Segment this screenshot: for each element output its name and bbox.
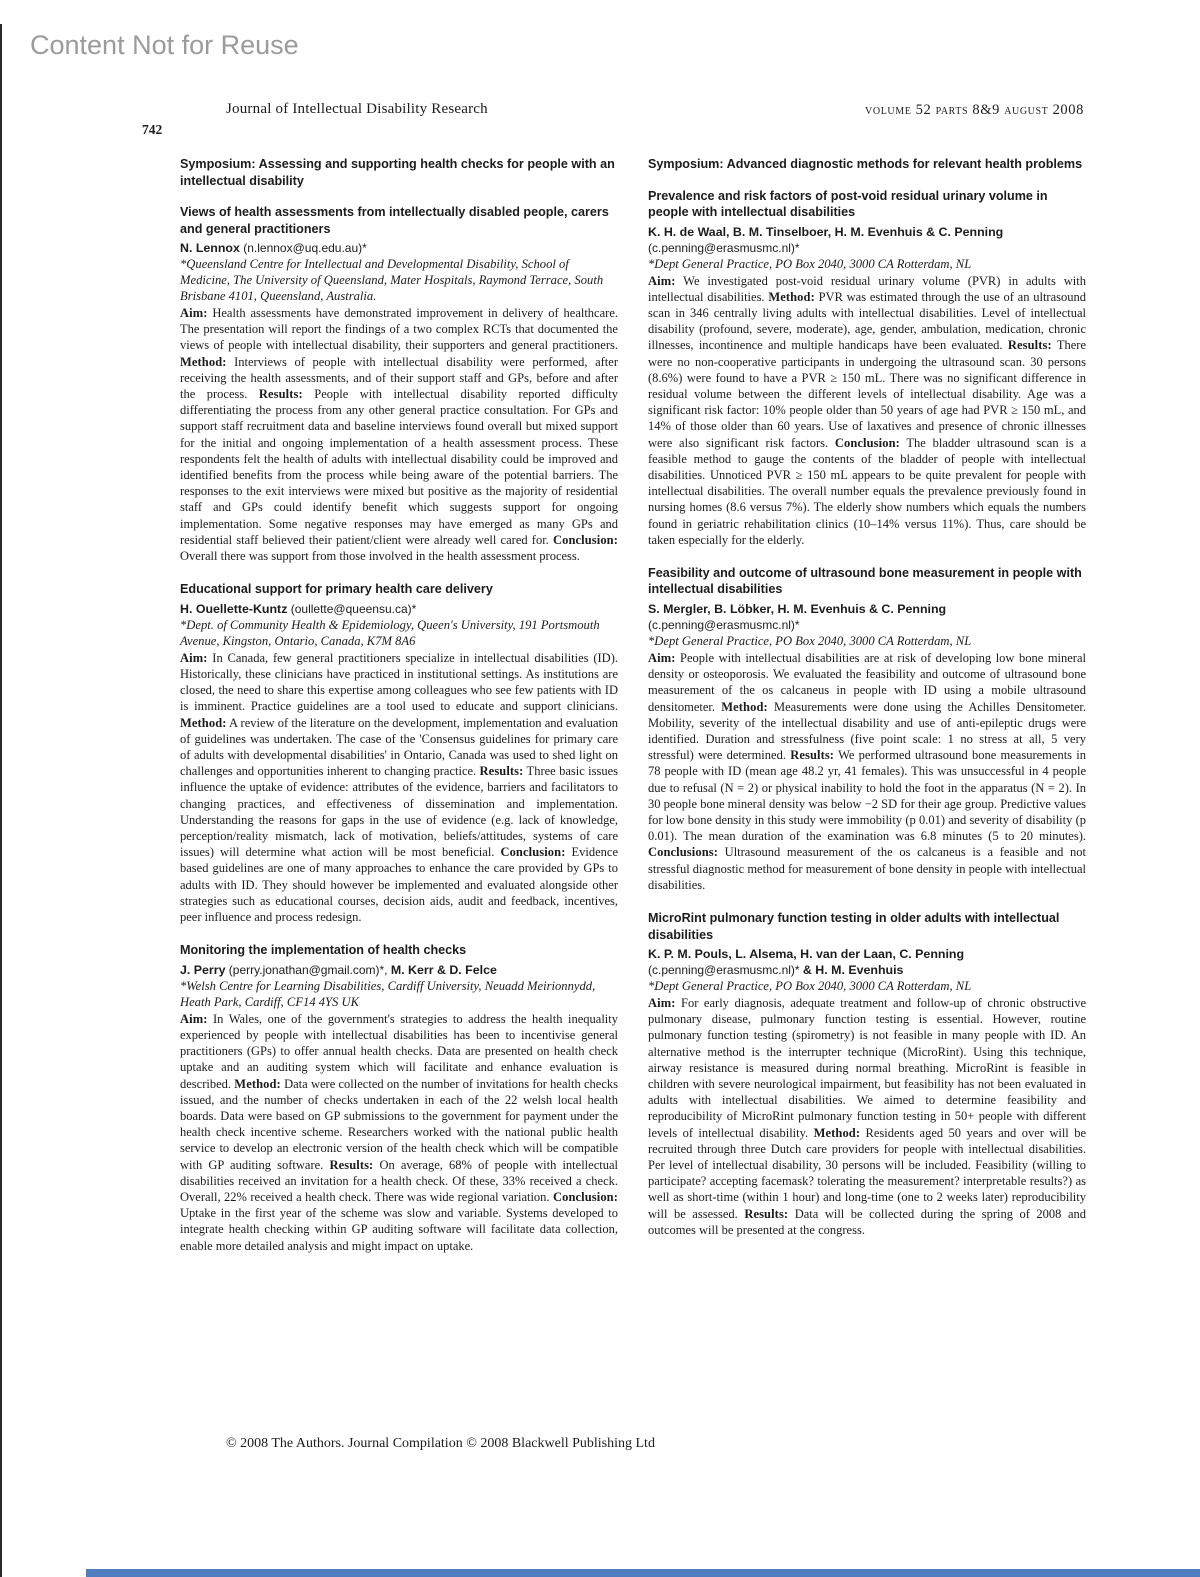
abstract-body: Aim: Health assessments have demonstrated improvement in delivery of healthcare. The presentation will report the findings of a two complex RCTs that documented the views of people with intellectual disability, their supporters and general practitioners. Method: Interviews of people with intellectual disability were performed, after receiving the health assessments, and of their support staff and GPs, before and after the process. Results: People with intellectual disability reported difficulty differentiating the process from any other general practice consultation. For GPs and support staff recruitment data and baseline interviews found overall but mixed support for the initial and ongoing implementation of a health assessment process. These respondents felt the health of adults with intellectual disability could be improved and identified benefits from the process while being aware of the potential barriers. The responses to the exit interviews were mixed but positive as the majority of residential staff and GPs could identify benefit which suggests support for ongoing implementation. Some negative responses may have emerged as many GPs and residential staff believed their patient/client were already well cared for. Conclusion: Overall there was support from those involved in the health assessment process. — [180, 306, 618, 564]
watermark-text: Content Not for Reuse — [30, 30, 299, 60]
symposium-title-left: Symposium: Assessing and supporting health checks for people with an intellectual disability — [180, 157, 615, 188]
abstract-authors: K. P. M. Pouls, L. Alsema, H. van der Laan, C. Penning (c.penning@erasmusmc.nl)* & H. M. Evenhuis — [648, 947, 965, 977]
abstract-authors: H. Ouellette-Kuntz (oullette@queensu.ca)* — [180, 601, 417, 616]
bold-label: Method: — [234, 1076, 281, 1091]
abstract-affiliation: *Dept. of Community Health & Epidemiology, Queen's University, 191 Portsmouth Avenue, Kingston, Ontario, Canada, K7M 8A6 — [180, 617, 600, 648]
abstract-affiliation: *Dept General Practice, PO Box 2040, 3000 CA Rotterdam, NL — [648, 633, 972, 648]
bold-label: K. H. de Waal, B. M. Tinselboer, H. M. Evenhuis & C. Penning — [648, 224, 1004, 239]
abstract-authors: K. H. de Waal, B. M. Tinselboer, H. M. Evenhuis & C. Penning (c.penning@erasmusmc.nl)* — [648, 224, 1004, 255]
bold-label: Conclusion: — [552, 1189, 618, 1204]
abstract-body: Aim: In Wales, one of the government's strategies to address the health inequality experienced by people with intellectual disabilities has been to incentivise general practitioners (GPs) to offer annual health checks. Data are presented on health check uptake and an auditing system which will facilitate and enhance evaluation is described. Method: Data were collected on the number of invitations for health checks issued, and the number of checks undertaken in each of the 22 welsh local health boards. Data were based on GP submissions to the government for payment under the health check incentive scheme. Researchers worked with the national public health service to develop an electronic version of the health check which will be compatible with GP auditing software. Results: On average, 68% of people with intellectual disabilities received an invitation for a health check. Of these, 33% received a check. Overall, 22% received a health check. There was wide regional variation. Conclusion: Uptake in the first year of the scheme was slow and variable. Systems developed to integrate health checking within GP auditing software will facilitate data collection, enable more detailed analysis and might impact on uptake. — [180, 1011, 618, 1253]
bold-label: Aim: — [180, 1011, 208, 1026]
bold-label: Results: — [479, 764, 524, 779]
journal-title: Journal of Intellectual Disability Research — [226, 101, 488, 117]
bold-label: Method: — [721, 699, 768, 714]
abstract-title: Views of health assessments from intellectually disabled people, carers and general practitioners — [180, 205, 609, 236]
page-number: 742 — [142, 122, 163, 137]
bold-label: M. Kerr & D. Felce — [390, 962, 497, 977]
bold-label: Aim: — [648, 650, 676, 665]
abstract-authors: J. Perry (perry.jonathan@gmail.com)*, M. Kerr & D. Felce — [180, 962, 497, 977]
bold-label: Results: — [329, 1157, 374, 1172]
abstract-title: MicroRint pulmonary function testing in older adults with intellectual disabilities — [648, 911, 1060, 942]
abstract — [180, 204, 618, 564]
symposium-title-right: Symposium: Advanced diagnostic methods for relevant health problems — [648, 157, 1083, 171]
bold-label: Results: — [1007, 338, 1052, 353]
volume-issue-label: volume 52 parts 8&9 august 2008 — [865, 102, 1084, 118]
abstract — [180, 581, 618, 925]
bold-label: Method: — [180, 715, 227, 730]
abstract-body: Aim: We investigated post-void residual urinary volume (PVR) in adults with intellectual disabilities. Method: PVR was estimated through the use of an ultrasound scan in 346 centrally living adults with intellectual disabilities. Level of intellectual disability (profound, severe, moderate), age, gender, ambulation, medication, chronic illnesses, incontinence and multiple handicaps have been evaluated. Results: There were no non-cooperative participants in undergoing the ultrasound scan. 30 persons (8.6%) were found to have a PVR ≥ 150 mL. There was no significant difference in residual volume between the different levels of intellectual disability. Age was a significant risk factor: 10% people older than 50 years of age had PVR ≥ 150 mL, and 14% of those older than 60 years. Use of laxatives and presence of chronic illnesses were also significant risk factors. Conclusion: The bladder ultrasound scan is a feasible method to gauge the contents of the bladder of people with intellectual disabilities. Unnoticed PVR ≥ 150 mL appears to be quite prevalent for people with intellectual disabilities. The overall number equals the prevalence previously found in nursing homes (8.6 versus 7%). The elderly show numbers which equals the numbers found in geriatric rehabilitation clinics (10–14% versus 11%). Thus, care should be taken especially for the elderly. — [648, 273, 1086, 547]
abstract-title: Monitoring the implementation of health checks — [180, 943, 467, 958]
abstract-body: Aim: In Canada, few general practitioners specialize in intellectual disabilities (ID). Historically, these clinicians have practiced in institutional settings. As institutions are closed, the need to share this expertise among colleagues who see few patients with ID is imminent. Practice guidelines are a tool used to educate and support clinicians. Method: A review of the literature on the development, implementation and evaluation of guidelines was undertaken. The case of the 'Consensus guidelines for primary care of adults with developmental disabilities' in Ontario, Canada was used to shed light on challenges and opportunities inherent to changing practice. Results: Three basic issues influence the uptake of evidence: attributes of the evidence, barriers and facilitators to changing practices, and effectiveness of dissemination and implementation. Understanding the reasons for gaps in the use of evidence (e.g. lack of knowledge, perception/reality mismatch, lack of motivation, beliefs/attitudes, systems of care issues) will determine what action will be most beneficial. Conclusion: Evidence based guidelines are one of many approaches to enhance the care provided by GPs to adults with ID. They should however be implemented and evaluated alongside other strategies such as educational courses, decision aids, audit and feedback, incentives, peer influence and process redesign. — [180, 650, 618, 924]
abstract-affiliation: *Dept General Practice, PO Box 2040, 3000 CA Rotterdam, NL — [648, 256, 972, 271]
abstract-list-right — [648, 188, 1086, 1239]
abstract-affiliation: *Dept General Practice, PO Box 2040, 3000 CA Rotterdam, NL — [648, 979, 972, 993]
bold-label: Method: — [768, 289, 815, 304]
abstract-body: Aim: People with intellectual disabilities are at risk of developing low bone mineral density or osteoporosis. We evaluated the feasibility and outcome of ultrasound bone measurement of the os calcaneus in people with ID using a mobile ultrasound densitometer. Method: Measurements were done using the Achilles Densitometer. Mobility, severity of the intellectual disability and use of anti-epileptic drugs were identified. Duration and stressfulness (five point scale: 1 no stress at all, 5 very stressful) were determined. Results: We performed ultrasound bone measurements in 78 people with ID (mean age 48.2 yr, 41 females). This was unsuccessful in 4 people due to refusal (N = 2) or physical inability to hold the foot in the apparatus (N = 2). In 30 people bone mineral density was below −2 SD for their age group. Predictive values for low bone density in this study were immobility (p 0.01) and severity of disability (p 0.01). The mean duration of the examination was 6.8 minutes (5 to 20 minutes). Conclusions: Ultrasound measurement of the os calcaneus is a feasible and not stressful diagnostic method for measurement of bone density in people with intellectual disabilities. — [648, 650, 1086, 892]
copyright-line: © 2008 The Authors. Journal Compilation © 2008 Blackwell Publishing Ltd — [226, 1436, 655, 1451]
bold-label: & H. M. Evenhuis — [802, 963, 904, 977]
abstract-title: Educational support for primary health care delivery — [180, 582, 493, 597]
bottom-blue-bar — [86, 1569, 1200, 1577]
bold-label: Aim: — [180, 650, 208, 665]
bold-label: Results: — [258, 387, 303, 402]
abstract-list-left — [180, 204, 618, 1254]
bold-label: Aim: — [648, 996, 676, 1010]
column-right — [648, 156, 1086, 1271]
bold-label: J. Perry — [180, 962, 226, 977]
bold-label: N. Lennox — [180, 241, 240, 255]
abstract-affiliation: *Queensland Centre for Intellectual and Developmental Disability, School of Medicine, The University of Queensland, Mater Hospitals, Raymond Terrace, South Brisbane 4101, Queensland, Australia. — [180, 257, 604, 303]
abstract-title: Feasibility and outcome of ultrasound bone measurement in people with intellectual disabilities — [648, 565, 1082, 597]
bold-label: Conclusion: — [552, 532, 618, 547]
abstract — [648, 910, 1086, 1238]
abstract-title: Prevalence and risk factors of post-void residual urinary volume in people with intellectual disabilities — [648, 188, 1048, 219]
bold-label: Aim: — [648, 273, 676, 288]
bold-label: Conclusion: — [834, 435, 900, 450]
bold-label: K. P. M. Pouls, L. Alsema, H. van der Laan, C. Penning — [648, 947, 965, 961]
abstract — [180, 942, 618, 1254]
abstract-authors: S. Mergler, B. Löbker, H. M. Evenhuis & C. Penning (c.penning@erasmusmc.nl)* — [648, 601, 947, 632]
bold-label: H. Ouellette-Kuntz — [180, 601, 288, 616]
bold-label: Method: — [813, 1125, 861, 1140]
bold-label: Method: — [180, 354, 227, 369]
bold-label: S. Mergler, B. Löbker, H. M. Evenhuis & C. Penning — [648, 601, 947, 616]
abstract — [648, 565, 1086, 893]
abstract-affiliation: *Welsh Centre for Learning Disabilities, Cardiff University, Neuadd Meirionnydd, Heath Park, Cardiff, CF14 4YS UK — [180, 978, 596, 1009]
two-column-content — [180, 156, 1086, 1271]
abstract-authors: N. Lennox (n.lennox@uq.edu.au)* — [180, 241, 367, 255]
bold-label: Results: — [790, 748, 835, 763]
bold-label: Aim: — [180, 306, 208, 320]
bold-label: Conclusions: — [648, 845, 718, 860]
bold-label: Conclusion: — [500, 845, 566, 860]
page-left-edge-line — [0, 24, 2, 1577]
abstract — [648, 188, 1086, 548]
abstract-body: Aim: For early diagnosis, adequate treatment and follow-up of chronic obstructive pulmonary disease, pulmonary function testing is essential. However, routine pulmonary function testing (spirometry) is not feasible in many people with ID. An alternative method is the interrupter technique (MicroRint). Using this technique, airway resistance is measured during normal breathing. MicroRint is feasible in children with severe neurological impairment, but feasibility has not been evaluated in adults with intellectual disabilities. We aimed to determine feasibility and reproducibility of MicroRint pulmonary function testing in 50+ people with different levels of intellectual disability. Method: Residents aged 50 years and over will be recruited through three Dutch care providers for people with intellectual disabilities. Per level of intellectual disability, 30 persons will be included. Feasibility (willing to participate? accepting facemask? tolerating the measurement? interpretable results?) as well as short-time (within 1 hour) and long-time (one to 2 weeks later) reproducibility will be assessed. Results: Data will be collected during the spring of 2008 and outcomes will be presented at the congress. — [648, 996, 1086, 1237]
bold-label: Results: — [744, 1206, 789, 1221]
column-left — [180, 156, 618, 1271]
